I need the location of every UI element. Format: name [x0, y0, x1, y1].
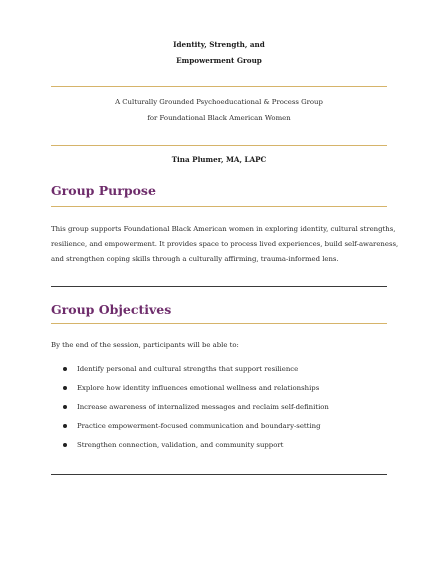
list-item — [51, 440, 387, 450]
bullet-icon — [63, 386, 67, 390]
list-item-text: Practice empowerment-focused communication and boundary-setting — [77, 422, 321, 430]
divider-gold — [51, 86, 387, 87]
purpose-text-line-1: This group supports Foundational Black American women in exploring identity, cultural strengths, — [51, 225, 396, 233]
objectives-intro: By the end of the session, participants will be able to: — [51, 341, 239, 349]
divider-gold — [51, 206, 387, 207]
document-title-line-2: Empowerment Group — [176, 56, 262, 65]
bullet-icon — [63, 367, 67, 371]
divider-dark — [51, 474, 387, 475]
divider-dark — [51, 286, 387, 287]
purpose-text-line-2: resilience, and empowerment. It provides space to process lived experiences, build self-awareness, — [51, 240, 399, 248]
document-page — [51, 0, 399, 570]
subtitle-line-2: for Foundational Black American Women — [147, 114, 291, 122]
divider-gold — [51, 145, 387, 146]
list-item-text: Increase awareness of internalized messages and reclaim self-definition — [77, 403, 329, 411]
section-heading-objectives: Group Objectives — [51, 302, 172, 317]
document-title-line-1: Identity, Strength, and — [173, 40, 265, 49]
list-item — [51, 383, 387, 393]
list-item-text: Identify personal and cultural strengths that support resilience — [77, 365, 299, 373]
list-item-text: Strengthen connection, validation, and community support — [77, 441, 284, 449]
bullet-icon — [63, 443, 67, 447]
list-item — [51, 364, 387, 374]
bullet-icon — [63, 424, 67, 428]
list-item-text: Explore how identity influences emotional wellness and relationships — [77, 384, 320, 392]
author-line: Tina Plumer, MA, LAPC — [171, 155, 267, 164]
list-item — [51, 402, 387, 412]
list-item — [51, 421, 387, 431]
bullet-icon — [63, 405, 67, 409]
section-heading-purpose: Group Purpose — [51, 183, 156, 198]
purpose-text-line-3: and strengthen coping skills through a culturally affirming, trauma-informed lens. — [51, 255, 339, 263]
divider-gold — [51, 323, 387, 324]
subtitle-line-1: A Culturally Grounded Psychoeducational & Process Group — [115, 98, 323, 106]
